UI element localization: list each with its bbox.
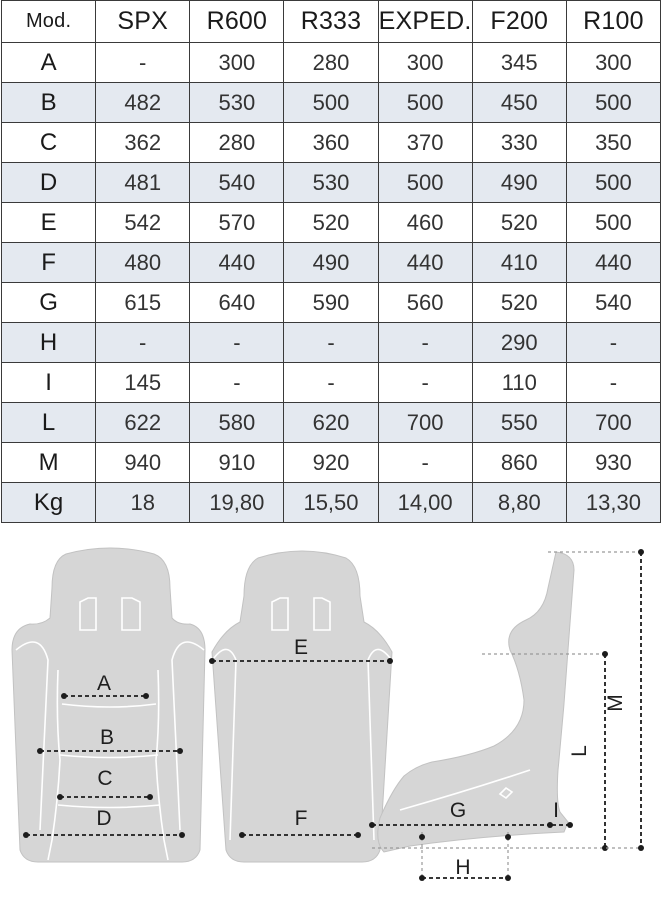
header-exped: EXPED.: [378, 1, 472, 43]
table-cell: 440: [190, 243, 284, 283]
table-cell: 620: [284, 403, 378, 443]
header-r333: R333: [284, 1, 378, 43]
table-cell: 640: [190, 283, 284, 323]
table-cell: 480: [96, 243, 190, 283]
table-cell: 482: [96, 83, 190, 123]
row-label: F: [2, 243, 96, 283]
table-cell: 520: [284, 203, 378, 243]
table-row: [2, 403, 661, 443]
table-cell: 530: [190, 83, 284, 123]
table-cell: 570: [190, 203, 284, 243]
table-cell: -: [96, 323, 190, 363]
table-cell: 290: [472, 323, 566, 363]
header-model: Mod.: [2, 1, 96, 43]
side-view-seat: [378, 552, 574, 852]
row-label: M: [2, 443, 96, 483]
table-cell: 440: [566, 243, 660, 283]
label-b: B: [99, 726, 115, 749]
row-label: H: [2, 323, 96, 363]
table-cell: -: [284, 323, 378, 363]
table-cell: 520: [472, 203, 566, 243]
table-cell: 542: [96, 203, 190, 243]
table-cell: 540: [566, 283, 660, 323]
table-cell: 920: [284, 443, 378, 483]
table-row: [2, 123, 661, 163]
table-cell: 500: [284, 83, 378, 123]
table-cell: 300: [566, 43, 660, 83]
table-row: [2, 283, 661, 323]
row-label: G: [2, 283, 96, 323]
table-cell: 560: [378, 283, 472, 323]
seat-diagram: [0, 540, 662, 900]
table-cell: -: [190, 323, 284, 363]
table-cell: -: [96, 43, 190, 83]
table-cell: 500: [378, 163, 472, 203]
table-cell: 300: [190, 43, 284, 83]
table-row: [2, 243, 661, 283]
table-cell: 500: [566, 163, 660, 203]
table-cell: 481: [96, 163, 190, 203]
table-cell: 18: [96, 483, 190, 523]
row-label: C: [2, 123, 96, 163]
table-cell: -: [378, 323, 472, 363]
table-body: [2, 43, 661, 523]
header-r600: R600: [190, 1, 284, 43]
table-row: [2, 83, 661, 123]
label-h: H: [455, 856, 471, 879]
table-cell: 450: [472, 83, 566, 123]
table-cell: 13,30: [566, 483, 660, 523]
table-cell: -: [190, 363, 284, 403]
table-cell: 860: [472, 443, 566, 483]
table-row: [2, 203, 661, 243]
table-row: [2, 443, 661, 483]
seat-dimensions-table: [1, 0, 661, 523]
label-e: E: [293, 636, 309, 659]
table-cell: 370: [378, 123, 472, 163]
table-row: [2, 43, 661, 83]
table-row: [2, 163, 661, 203]
table-cell: 490: [284, 243, 378, 283]
table-cell: 500: [566, 83, 660, 123]
table-header-row: [2, 1, 661, 43]
label-g: G: [449, 799, 467, 822]
table-cell: 350: [566, 123, 660, 163]
table-cell: 14,00: [378, 483, 472, 523]
table-cell: -: [284, 363, 378, 403]
table-cell: 345: [472, 43, 566, 83]
row-label: L: [2, 403, 96, 443]
table-cell: 330: [472, 123, 566, 163]
table-cell: 622: [96, 403, 190, 443]
label-a: A: [96, 672, 112, 695]
row-label: Kg: [2, 483, 96, 523]
table-cell: 615: [96, 283, 190, 323]
row-label: B: [2, 83, 96, 123]
table-row: [2, 323, 661, 363]
header-spx: SPX: [96, 1, 190, 43]
row-label: E: [2, 203, 96, 243]
table-cell: 500: [566, 203, 660, 243]
table-cell: 300: [378, 43, 472, 83]
table-cell: -: [378, 363, 472, 403]
table-cell: 19,80: [190, 483, 284, 523]
table-row: [2, 363, 661, 403]
table-cell: 940: [96, 443, 190, 483]
table-cell: 910: [190, 443, 284, 483]
table-cell: -: [566, 323, 660, 363]
table-cell: 520: [472, 283, 566, 323]
row-label: I: [2, 363, 96, 403]
table-cell: -: [566, 363, 660, 403]
table-cell: 550: [472, 403, 566, 443]
table-cell: 440: [378, 243, 472, 283]
table-cell: 15,50: [284, 483, 378, 523]
table-cell: 360: [284, 123, 378, 163]
label-c: C: [97, 767, 113, 790]
label-i: I: [553, 799, 559, 822]
table-cell: 362: [96, 123, 190, 163]
table-cell: 410: [472, 243, 566, 283]
header-r100: R100: [566, 1, 660, 43]
header-f200: F200: [472, 1, 566, 43]
table-cell: 280: [284, 43, 378, 83]
table-cell: 700: [566, 403, 660, 443]
table-cell: 500: [378, 83, 472, 123]
table-row: [2, 483, 661, 523]
label-l: L: [568, 745, 591, 757]
label-d: D: [96, 807, 112, 830]
table-cell: 540: [190, 163, 284, 203]
table-cell: 700: [378, 403, 472, 443]
row-label: A: [2, 43, 96, 83]
table-cell: 530: [284, 163, 378, 203]
label-m: M: [604, 694, 627, 712]
table-cell: 8,80: [472, 483, 566, 523]
row-label: D: [2, 163, 96, 203]
table-cell: 490: [472, 163, 566, 203]
table-cell: 110: [472, 363, 566, 403]
table-cell: 280: [190, 123, 284, 163]
label-f: F: [294, 807, 308, 830]
table-cell: 460: [378, 203, 472, 243]
table-cell: 580: [190, 403, 284, 443]
table-cell: 930: [566, 443, 660, 483]
table-cell: -: [378, 443, 472, 483]
table-cell: 590: [284, 283, 378, 323]
table-cell: 145: [96, 363, 190, 403]
